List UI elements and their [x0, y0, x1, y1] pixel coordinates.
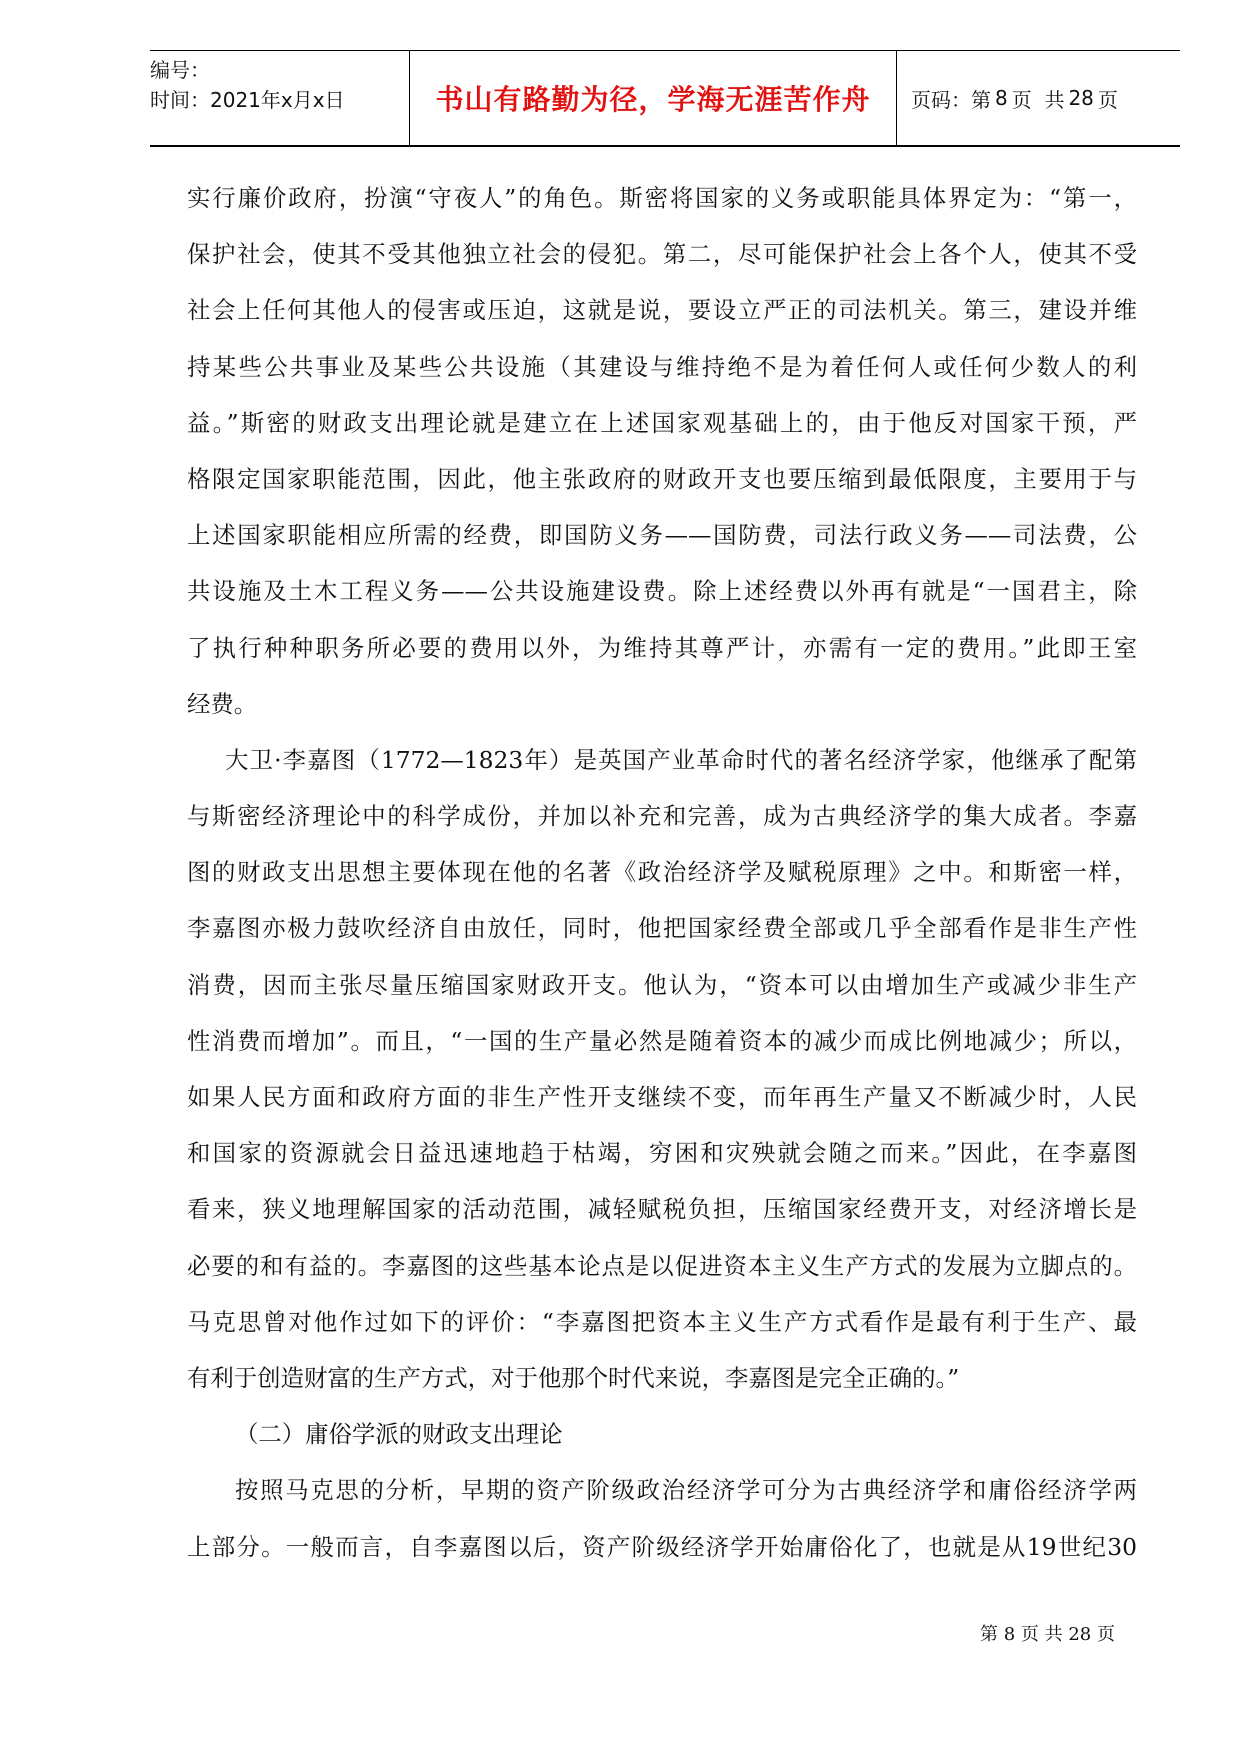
body-line: 大卫·李嘉图（1772—1823年）是英国产业革命时代的著名经济学家，他继承了配第	[225, 745, 1137, 774]
time-label: 时间：2021年x月x日	[150, 88, 345, 112]
body-line: 上述国家职能相应所需的经费，即国防义务——国防费，司法行政义务——司法费，公	[187, 521, 1137, 550]
document-body	[187, 170, 1137, 1575]
header-page-indicator	[897, 51, 1180, 145]
body-line: 消费，因而主张尽量压缩国家财政开支。他认为，“资本可以由增加生产或减少非生产	[187, 970, 1137, 999]
body-line: 按照马克思的分析，早期的资产阶级政治经济学可分为古典经济学和庸俗经济学两	[235, 1476, 1137, 1505]
body-line: 有利于创造财富的生产方式，对于他那个时代来说，李嘉图是完全正确的。”	[187, 1363, 960, 1392]
body-line: 共设施及土木工程义务——公共设施建设费。除上述经费以外再有就是“一国君主，除	[187, 577, 1137, 606]
body-line: 图的财政支出思想主要体现在他的名著《政治经济学及赋税原理》之中。和斯密一样，	[187, 858, 1137, 887]
header-meta	[150, 51, 410, 145]
page-current: 8	[995, 86, 1008, 110]
serial-label: 编号：	[150, 58, 210, 82]
body-line: 益。”斯密的财政支出理论就是建立在上述国家观基础上的，由于他反对国家干预，严	[187, 408, 1137, 437]
body-line: 马克思曾对他作过如下的评价：“李嘉图把资本主义生产方式看作是最有利于生产、最	[187, 1307, 1137, 1336]
body-line: 格限定国家职能范围，因此，他主张政府的财政开支也要压缩到最低限度，主要用于与	[187, 464, 1137, 493]
body-line: 必要的和有益的。李嘉图的这些基本论点是以促进资本主义生产方式的发展为立脚点的。	[187, 1251, 1137, 1280]
section-heading: （二）庸俗学派的财政支出理论	[235, 1420, 563, 1449]
page-footer: 第 8 页 共 28 页	[980, 1624, 1115, 1645]
body-line: 如果人民方面和政府方面的非生产性开支继续不变，而年再生产量又不断减少时，人民	[187, 1083, 1137, 1111]
body-line: 经费。	[187, 689, 258, 718]
body-line: 看来，狭义地理解国家的活动范围，减轻赋税负担，压缩国家经费开支，对经济增长是	[187, 1195, 1137, 1224]
body-line: 保护社会，使其不受其他独立社会的侵犯。第二，尽可能保护社会上各个人，使其不受	[187, 240, 1137, 269]
body-line: 性消费而增加”。而且，“一国的生产量必然是随着资本的减少而成比例地减少；所以，	[187, 1026, 1137, 1055]
body-line: 了执行种种职务所必要的费用以外，为维持其尊严计，亦需有一定的费用。”此即王室	[187, 633, 1137, 662]
body-line: 上部分。一般而言，自李嘉图以后，资产阶级经济学开始庸俗化了，也就是从19世纪30	[187, 1532, 1137, 1561]
page-header	[150, 50, 1180, 147]
page-label-mid: 页 共	[1011, 87, 1065, 112]
body-line: 持某些公共事业及某些公共设施（其建设与维持绝不是为着任何人或任何少数人的利	[187, 352, 1137, 381]
page-label-prefix: 页码：第	[911, 87, 991, 112]
body-line: 和国家的资源就会日益迅速地趋于枯竭，穷困和灾殃就会随之而来。”因此，在李嘉图	[187, 1139, 1137, 1168]
body-line: 实行廉价政府，扮演“守夜人”的角色。斯密将国家的义务或职能具体界定为：“第一，	[187, 184, 1137, 212]
header-motto: 书山有路勤为径，学海无涯苦作舟	[410, 51, 897, 145]
page-label-suffix: 页	[1097, 87, 1118, 112]
page-total: 28	[1068, 86, 1094, 110]
body-line: 与斯密经济理论中的科学成份，并加以补充和完善，成为古典经济学的集大成者。李嘉	[187, 802, 1137, 831]
body-line: 李嘉图亦极力鼓吹经济自由放任，同时，他把国家经费全部或几乎全部看作是非生产性	[187, 914, 1137, 943]
body-line: 社会上任何其他人的侵害或压迫，这就是说，要设立严正的司法机关。第三，建设并维	[187, 296, 1137, 325]
